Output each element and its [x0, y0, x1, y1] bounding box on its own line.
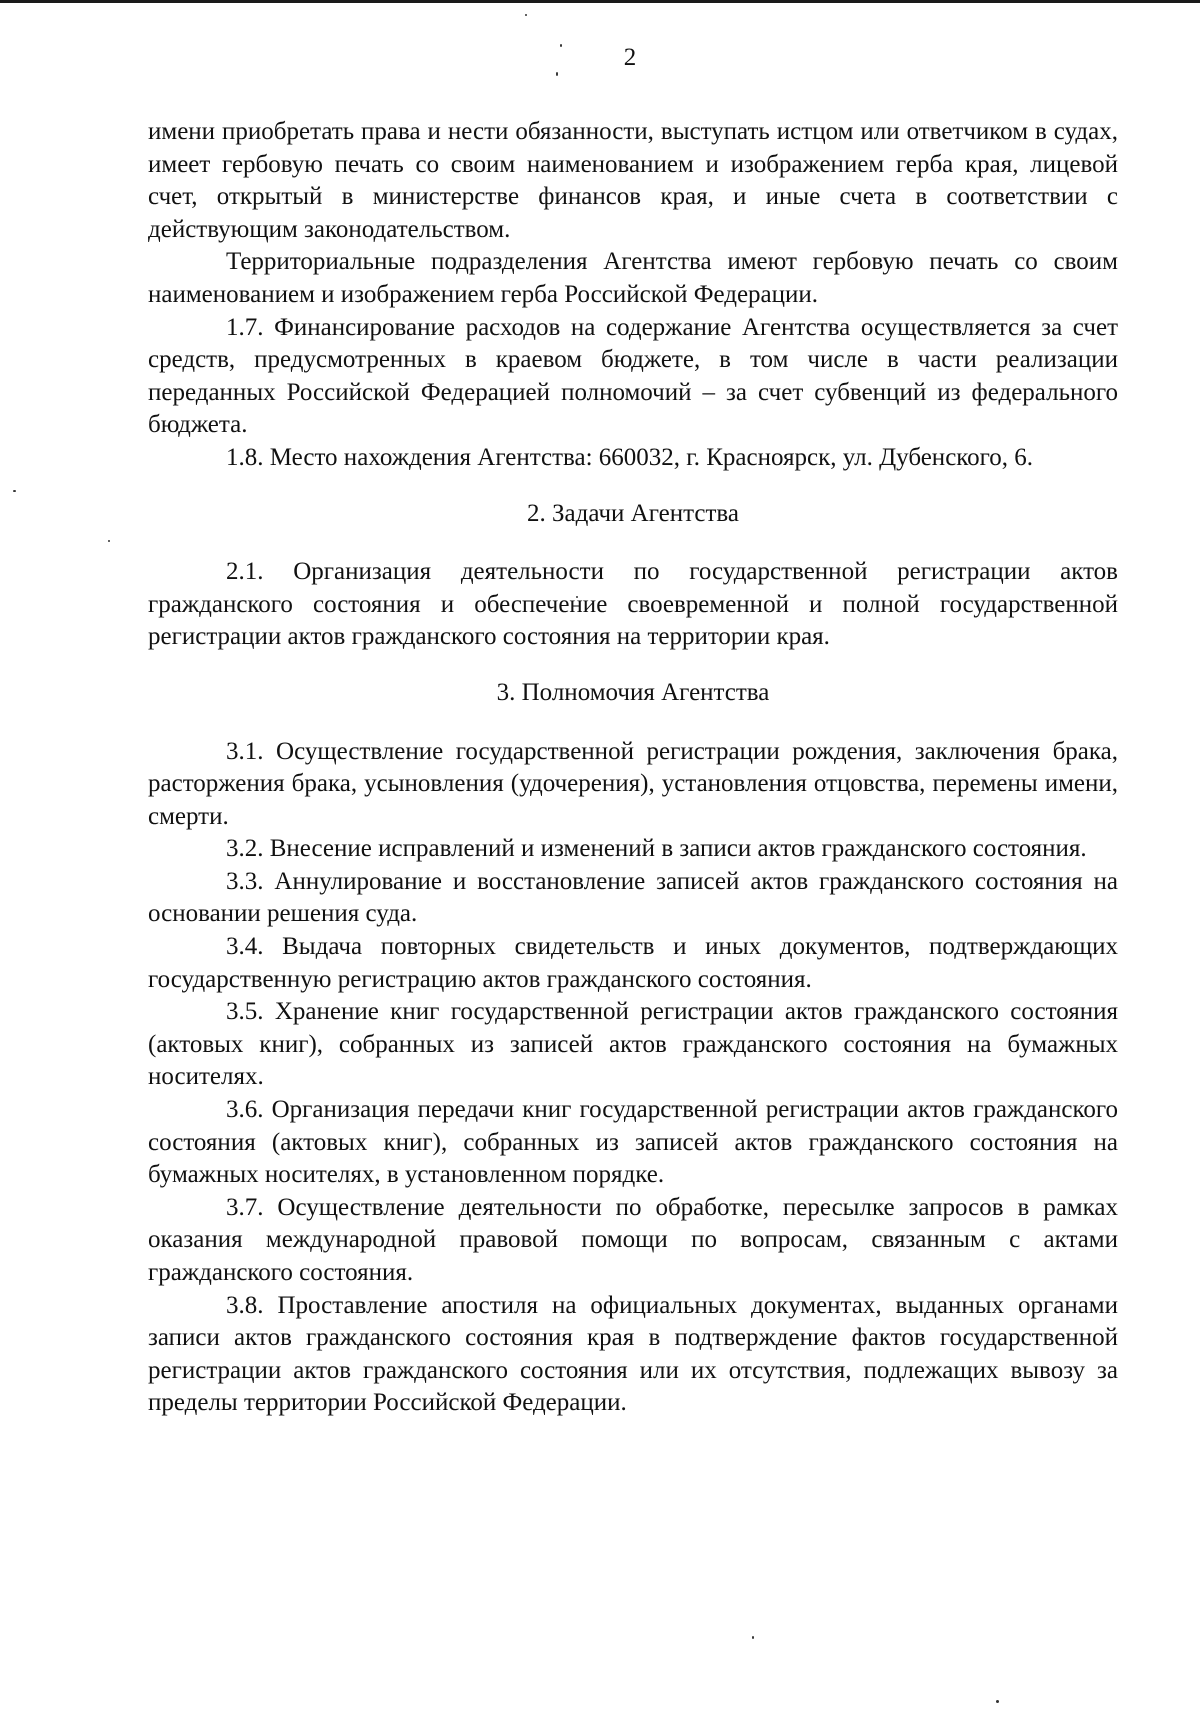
scan-speck — [525, 14, 527, 16]
section-2-heading: 2. Задачи Агентства — [527, 499, 739, 527]
document-body — [148, 116, 1118, 1420]
page-number: 2 — [623, 44, 637, 71]
scan-top-edge-line — [0, 0, 1200, 3]
paragraph-3-2: 3.2. Внесение исправлений и изменений в записи актов гражданского состояния. — [226, 835, 1087, 863]
paragraph-3-7: 3.7. Осуществление деятельности по обработке, пересылке запросов в рамках оказания международной правовой помощи по вопросам, связанным с актами гражданского состояния. — [148, 1193, 1118, 1286]
section-3-heading: 3. Полномочия Агентства — [496, 678, 770, 706]
paragraph-3-4: 3.4. Выдача повторных свидетельств и иных документов, подтверждающих государственную регистрацию актов гражданского состояния. — [148, 933, 1118, 993]
scan-speck — [556, 72, 558, 76]
paragraph-1-8: 1.8. Место нахождения Агентства: 660032, г. Красноярск, ул. Дубенского, 6. — [226, 443, 1034, 471]
scan-speck — [996, 1700, 999, 1703]
paragraph-3-5: 3.5. Хранение книг государственной регистрации актов гражданского состояния (актовых книг), собранных из записей актов гражданского состояния на бумажных носителях. — [148, 998, 1118, 1091]
paragraph-territorial-units: Территориальные подразделения Агентства имеют гербовую печать со своим наименованием и изображением герба Российской Федерации. — [148, 248, 1118, 308]
paragraph-3-1: 3.1. Осуществление государственной регистрации рождения, заключения брака, расторжения брака, усыновления (удочерения), установления отцовства, перемены имени, смерти. — [148, 737, 1118, 830]
paragraph-1-7: 1.7. Финансирование расходов на содержание Агентства осуществляется за счет средств, предусмотренных в краевом бюджете, в том числе в части реализации переданных Российской Федерацией полномочий – за счет субвенций из федерального бюджета. — [148, 313, 1118, 439]
paragraph-3-8: 3.8. Проставление апостиля на официальных документах, выданных органами записи актов гражданского состояния края в подтверждение фактов государственной регистрации актов гражданского состояния или их отсутствия, подлежащих вывозу за пределы территории Российской Федерации. — [148, 1291, 1118, 1417]
paragraph-3-3: 3.3. Аннулирование и восстановление записей актов гражданского состояния на основании решения суда. — [148, 867, 1118, 928]
paragraph-2-1: 2.1. Организация деятельности по государственной регистрации актов гражданского состояния и обеспечение своевременной и полной государственной регистрации актов гражданского состояния на территории края. — [148, 558, 1118, 651]
scan-speck — [13, 490, 16, 492]
paragraph-3-6: 3.6. Организация передачи книг государственной регистрации актов гражданского состояния (актовых книг), собранных из записей актов гражданского состояния на бумажных носителях, в установленном порядке. — [148, 1096, 1118, 1189]
scan-speck — [752, 1636, 754, 1639]
scan-speck — [108, 540, 110, 542]
paragraph-continuation: имени приобретать права и нести обязанности, выступать истцом или ответчиком в судах, имеет гербовую печать со своим наименованием и изображением герба края, лицевой счет, открытый в министерстве финансов края, и иные счета в соответствии с действующим законодательством. — [148, 118, 1118, 243]
